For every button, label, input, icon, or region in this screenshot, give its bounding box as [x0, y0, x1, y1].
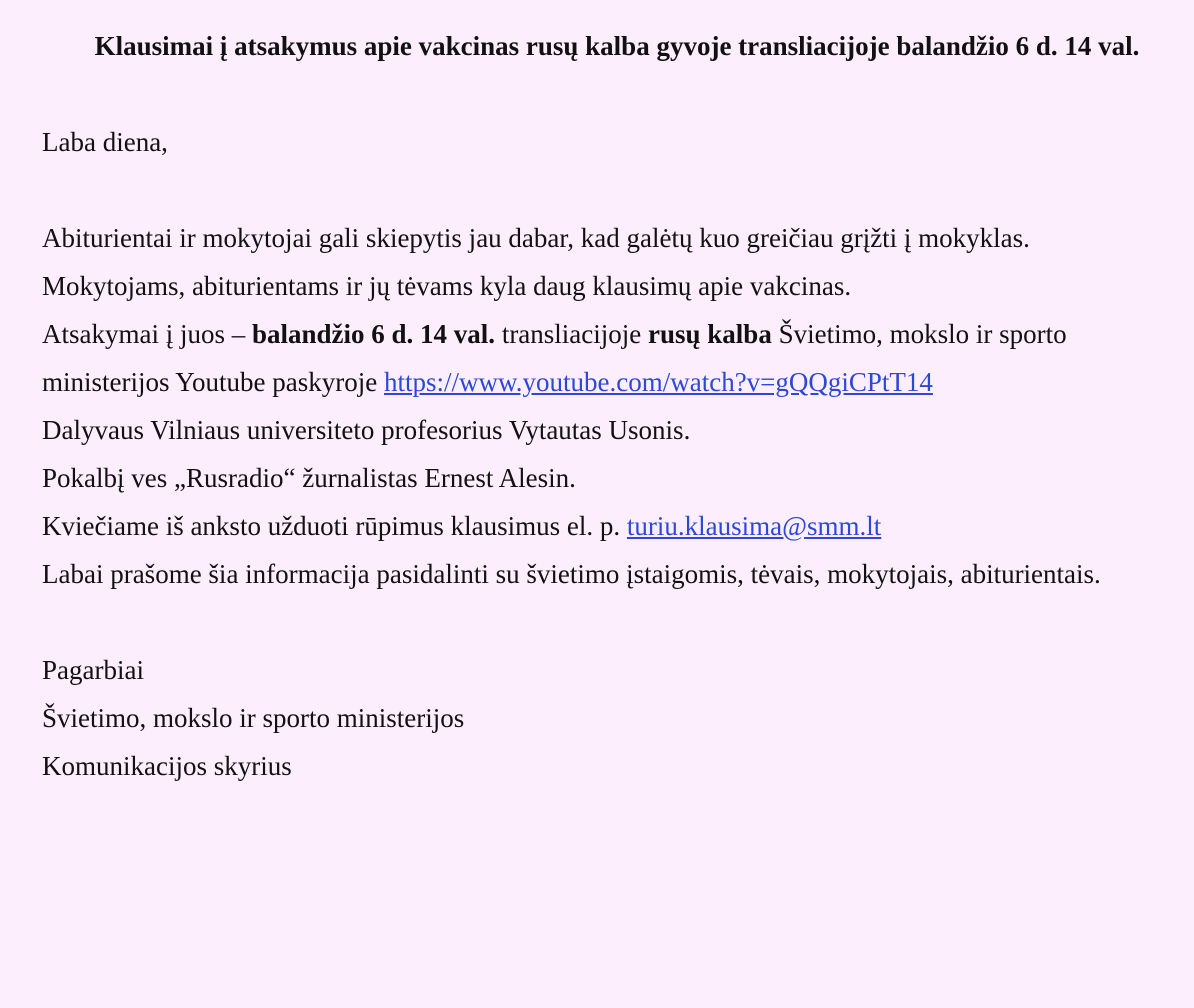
greeting: Laba diena,	[42, 127, 168, 157]
paragraph-broadcast	[42, 310, 1134, 406]
email-link[interactable]: turiu.klausima@smm.lt	[626, 511, 882, 541]
spacer	[42, 598, 1134, 646]
broadcast-date: balandžio 6 d. 14 val.	[252, 319, 496, 349]
broadcast-text-3: Švietimo, mokslo ir sporto ministerijos Youtube paskyroje	[42, 319, 1067, 397]
signature-ministry: Švietimo, mokslo ir sporto ministerijos	[42, 703, 465, 733]
signature-regards: Pagarbiai	[42, 655, 144, 685]
broadcast-text-2: transliacijoje	[495, 319, 649, 349]
email-title: Klausimai į atsakymus apie vakcinas rusų kalba gyvoje transliacijoje balandžio 6 d. 14 val.	[94, 31, 1140, 61]
broadcast-text-1: Atsakymai į juos –	[42, 319, 252, 349]
paragraph-participant: Dalyvaus Vilniaus universiteto profesorius Vytautas Usonis.	[42, 415, 691, 445]
paragraph-share-request: Labai prašome šia informacija pasidalinti su švietimo įstaigomis, tėvais, mokytojais, abiturientais.	[42, 559, 1101, 589]
spacer	[42, 70, 1134, 118]
ask-questions-text: Kviečiame iš anksto užduoti rūpimus klausimus el. p.	[42, 511, 627, 541]
paragraph-ask-questions	[42, 502, 1134, 550]
paragraph-host: Pokalbį ves „Rusradio“ žurnalistas Ernest Alesin.	[42, 463, 576, 493]
paragraph-vaccination-info: Abiturientai ir mokytojai gali skiepytis jau dabar, kad galėtų kuo greičiau grįžti į mokyklas.	[42, 223, 1030, 253]
broadcast-language: rusų kalba	[648, 319, 772, 349]
spacer	[42, 166, 1134, 214]
youtube-link[interactable]: https://www.youtube.com/watch?v=gQQgiCPtT14	[384, 367, 933, 397]
signature-department: Komunikacijos skyrius	[42, 751, 292, 781]
paragraph-questions: Mokytojams, abiturientams ir jų tėvams kyla daug klausimų apie vakcinas.	[42, 271, 852, 301]
